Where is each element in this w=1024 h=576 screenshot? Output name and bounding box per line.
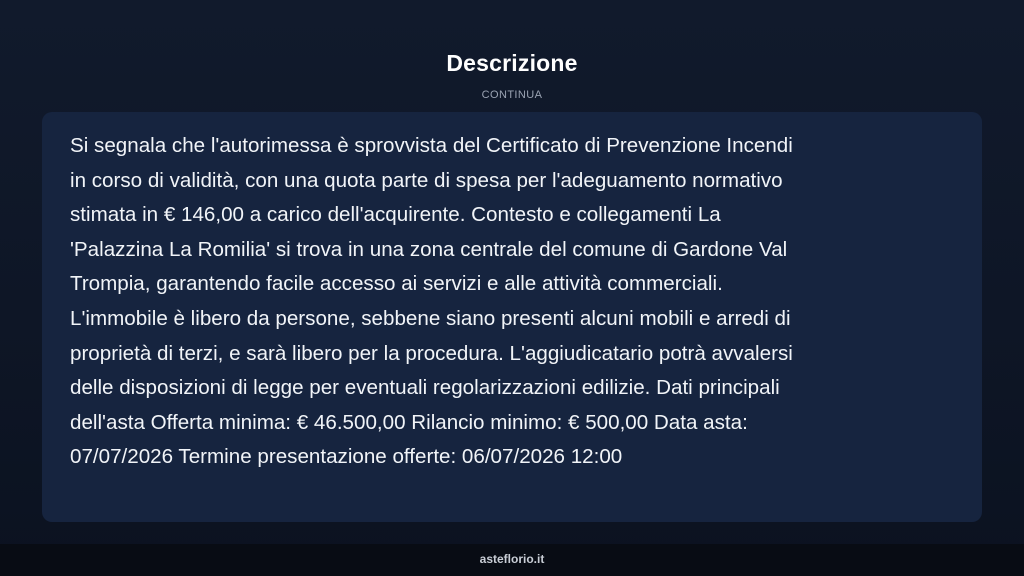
description-text: Si segnala che l'autorimessa è sprovvista del Certificato di Prevenzione Incendi in corso di validità, con una quota parte di spesa per l'adeguamento normativo stimata in € 146,00 a carico dell'acquirente. Contesto e collegamenti La 'Palazzina La Romilia' si trova in una zona centrale del comune di Gardone Val Trompia, garantendo facile accesso ai servizi e alle attività commerciali. L'immobile è libero da persone, sebbene siano presenti alcuni mobili e arredi di proprietà di terzi, e sarà libero per la procedura. L'aggiudicatario potrà avvalersi delle disposizioni di legge per eventuali regolarizzazioni edilizie. Dati principali dell'asta Offerta minima: € 46.500,00 Rilancio minimo: € 500,00 Data asta: 07/07/2026 Termine presentazione offerte: 06/07/2026 12:00 [70,134,793,469]
description-card [42,112,982,522]
continue-label: CONTINUA [481,89,543,101]
site-name: asteflorio.it [479,552,545,566]
page-title: Descrizione [446,50,578,76]
footer-bar [0,544,1024,576]
